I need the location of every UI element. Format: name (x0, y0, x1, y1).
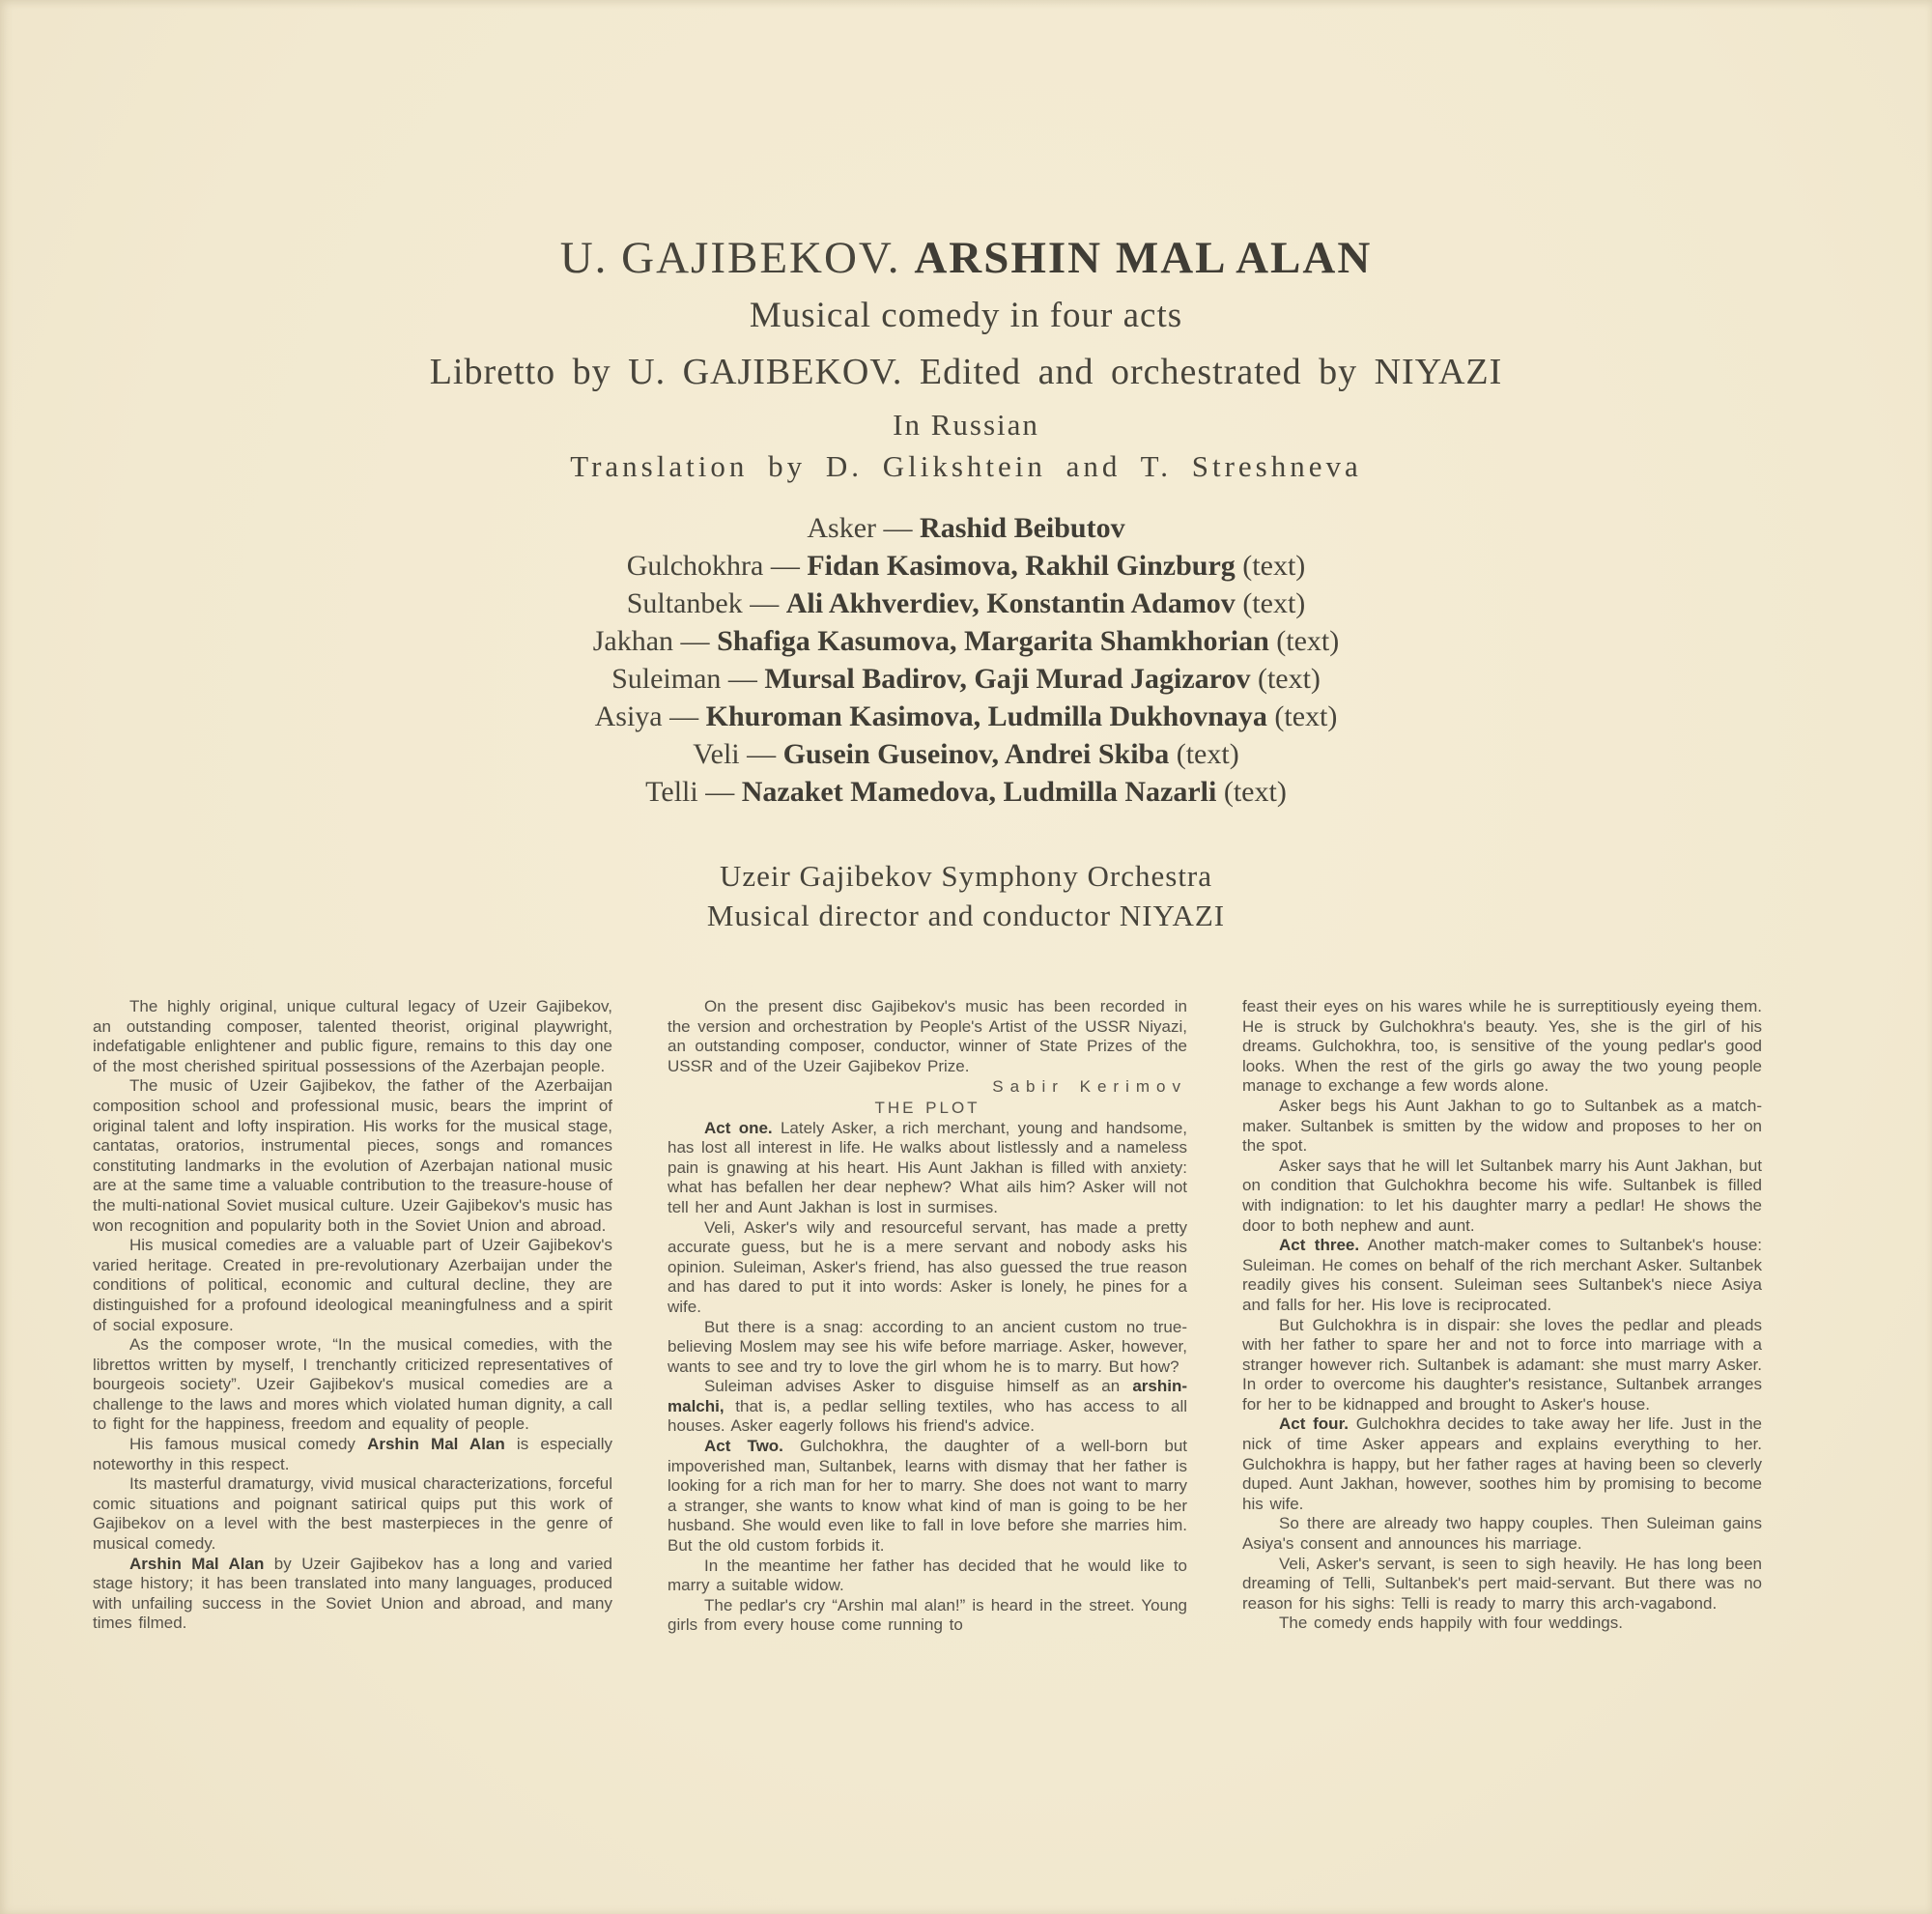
subtitle: Musical comedy in four acts (749, 296, 1183, 335)
text-column-3 (1242, 997, 1762, 1636)
cast-list (0, 509, 1932, 811)
paragraph: feast their eyes on his wares while he is surreptitiously eyeing them. He is struck by Gulchokhra's beauty. Yes, she is the girl of his dreams. Gulchokhra, too, is sensitive of the young pedlar's good looks. When the rest of the girls go away the two young people manage to exchange a few words alone. (1242, 997, 1762, 1096)
header-block (0, 233, 1932, 483)
paragraph: His famous musical comedy Arshin Mal Alan is especially noteworthy in this respect. (93, 1435, 612, 1473)
paragraph: Act three. Another match-maker comes to Sultanbek's house: Suleiman. He comes on behalf of the rich merchant Asker. Sultanbek readily gives his consent. Suleiman sees Sultanbek's niece Asiya and falls for her. His love is reciprocated. (1242, 1236, 1762, 1314)
cast-line: Sultanbek — Ali Akhverdiev, Konstantin Adamov (text) (626, 587, 1306, 619)
cast-line: Veli — Gusein Guseinov, Andrei Skiba (text) (693, 738, 1239, 770)
paragraph: The pedlar's cry “Arshin mal alan!” is heard in the street. Young girls from every house come running to (668, 1595, 1187, 1635)
text-column-1 (93, 997, 612, 1636)
paragraph: Asker says that he will let Sultanbek marry his Aunt Jakhan, but on condition that Gulchokhra become his wife. Sultanbek is filled with indignation: to let his daughter marry a pedlar! He shows the door to both nephew and aunt. (1242, 1156, 1762, 1235)
paragraph: In the meantime her father has decided that he would like to marry a suitable widow. (668, 1556, 1187, 1595)
paragraph: Veli, Asker's servant, is seen to sigh heavily. He has long been dreaming of Telli, Sultanbek's pert maid-servant. But there was no reason for his sighs: Telli is ready to marry this arch-vagabond. (1242, 1554, 1762, 1613)
liner-notes-columns (93, 997, 1762, 1636)
album-title (0, 233, 1932, 283)
paragraph: Act four. Gulchokhra decides to take away her life. Just in the nick of time Asker appears and explains everything to her. Gulchokhra is happy, but her father rages at having been so cleverly duped. Aunt Jakhan, however, soothes him by promising to become his wife. (1242, 1414, 1762, 1513)
paragraph: Suleiman advises Asker to disguise himself as an arshin-malchi, that is, a pedlar selling textiles, who has access to all houses. Asker eagerly follows his friend's advice. (668, 1377, 1187, 1436)
conductor-line: Musical director and conductor NIYAZI (706, 899, 1226, 932)
cast-line: Asker — Rashid Beibutov (807, 512, 1125, 544)
orchestra-block (0, 856, 1932, 935)
paragraph: Asker begs his Aunt Jakhan to go to Sultanbek as a match-maker. Sultanbek is smitten by the widow and proposes to her on the spot. (1242, 1096, 1762, 1156)
paragraph: As the composer wrote, “In the musical comedies, with the librettos written by myself, I trenchantly criticized representatives of bourgeois society”. Uzeir Gajibekov's musical comedies are a challenge to the laws and mores which violated human dignity, a call to fight for the happiness, freedom and equality of people. (93, 1335, 612, 1434)
paragraph: Act Two. Gulchokhra, the daughter of a well-born but impoverished man, Sultanbek, learns with dismay that her father is looking for a rich man for her to marry. She does not want to marry a stranger, she wants to know what kind of man is going to be her husband. She would even like to fall in love before she marries him. But the old custom forbids it. (668, 1437, 1187, 1556)
translation-line: Translation by D. Glikshtein and T. Streshneva (570, 449, 1362, 483)
paragraph: So there are already two happy couples. Then Suleiman gains Asiya's consent and announces his marriage. (1242, 1514, 1762, 1554)
paragraph: His musical comedies are a valuable part of Uzeir Gajibekov's varied heritage. Created in pre-revolutionary Azerbaijan under the conditions of political, economic and cultural decline, they are distinguished for a profound ideological meaningfulness and a spirit of social exposure. (93, 1236, 612, 1334)
cast-line: Asiya — Khuroman Kasimova, Ludmilla Dukhovnaya (text) (594, 700, 1338, 732)
paragraph: But there is a snag: according to an ancient custom no true-believing Moslem may see his wife before marriage. Asker, however, wants to see and try to love the girl whom he is to marry. But how? (668, 1317, 1187, 1376)
text-column-2 (668, 997, 1187, 1636)
paragraph: The highly original, unique cultural legacy of Uzeir Gajibekov, an outstanding composer, talented theorist, original playwright, indefatigable enlightener and public figure, remains to this day one of the most cherished spiritual possessions of the Azerbajan people. (93, 997, 612, 1075)
paragraph: The comedy ends happily with four weddings. (1279, 1614, 1623, 1633)
cast-line: Jakhan — Shafiga Kasumova, Margarita Shamkhorian (text) (592, 625, 1340, 657)
cast-line: Suleiman — Mursal Badirov, Gaji Murad Jagizarov (text) (611, 663, 1321, 695)
album-title-composer: U. GAJIBEKOV. (559, 233, 901, 283)
paragraph: On the present disc Gajibekov's music has been recorded in the version and orchestration by People's Artist of the USSR Niyazi, an outstanding composer, conductor, winner of State Prizes of the USSR and of the Uzeir Gajibekov Prize. (668, 997, 1187, 1075)
language-line: In Russian (893, 408, 1039, 442)
album-title-name: ARSHIN MAL ALAN (914, 233, 1373, 283)
paragraph: Its masterful dramaturgy, vivid musical characterizations, forceful comic situations and poignant satirical quips put this work of Gajibekov on a level with the best masterpieces in the genre of musical comedy. (93, 1474, 612, 1554)
byline: Sabir Kerimov (992, 1077, 1187, 1097)
plot-heading: THE PLOT (874, 1098, 980, 1117)
paragraph: The music of Uzeir Gajibekov, the father of the Azerbaijan composition school and professional music, bears the imprint of original talent and lofty inspiration. His works for the musical stage, cantatas, oratorios, instrumental pieces, songs and romances constituting landmarks in the evolution of Azerbajan national music are at the same time a valuable contribution to the treasure-house of the multi-national Soviet musical culture. Uzeir Gajibekov's music has won recognition and popularity both in the Soviet Union and abroad. (93, 1076, 612, 1235)
cast-line: Gulchokhra — Fidan Kasimova, Rakhil Ginzburg (text) (626, 550, 1306, 582)
orchestra-name: Uzeir Gajibekov Symphony Orchestra (719, 859, 1213, 893)
libretto-line: Libretto by U. GAJIBEKOV. Edited and orchestrated by NIYAZI (429, 352, 1503, 392)
paragraph: But Gulchokhra is in dispair: she loves the pedlar and pleads with her father to spare her and not to force into marriage with a stranger however rich. Sultanbek is adamant: she must marry Asker. In order to overcome his daughter's resistance, Sultanbek arranges for her to be kidnapped and brought to Asker's house. (1242, 1315, 1762, 1414)
paragraph: Arshin Mal Alan by Uzeir Gajibekov has a long and varied stage history; it has been translated into many languages, produced with unfailing success in the Soviet Union and abroad, and many times filmed. (93, 1554, 612, 1633)
paragraph: Act one. Lately Asker, a rich merchant, young and handsome, has lost all interest in life. He walks about listlessly and a nameless pain is gnawing at his heart. His Aunt Jakhan is filled with anxiety: what has befallen her dear nephew? What ails him? Asker will not tell her and Aunt Jakhan is lost in surmises. (668, 1118, 1188, 1216)
cast-line: Telli — Nazaket Mamedova, Ludmilla Nazarli (text) (645, 776, 1287, 808)
paragraph: Veli, Asker's wily and resourceful servant, has made a pretty accurate guess, but he is a mere servant and nobody asks his opinion. Suleiman, Asker's friend, has also guessed the true reason and has dared to put it into words: Asker is lonely, he pines for a wife. (668, 1217, 1187, 1316)
